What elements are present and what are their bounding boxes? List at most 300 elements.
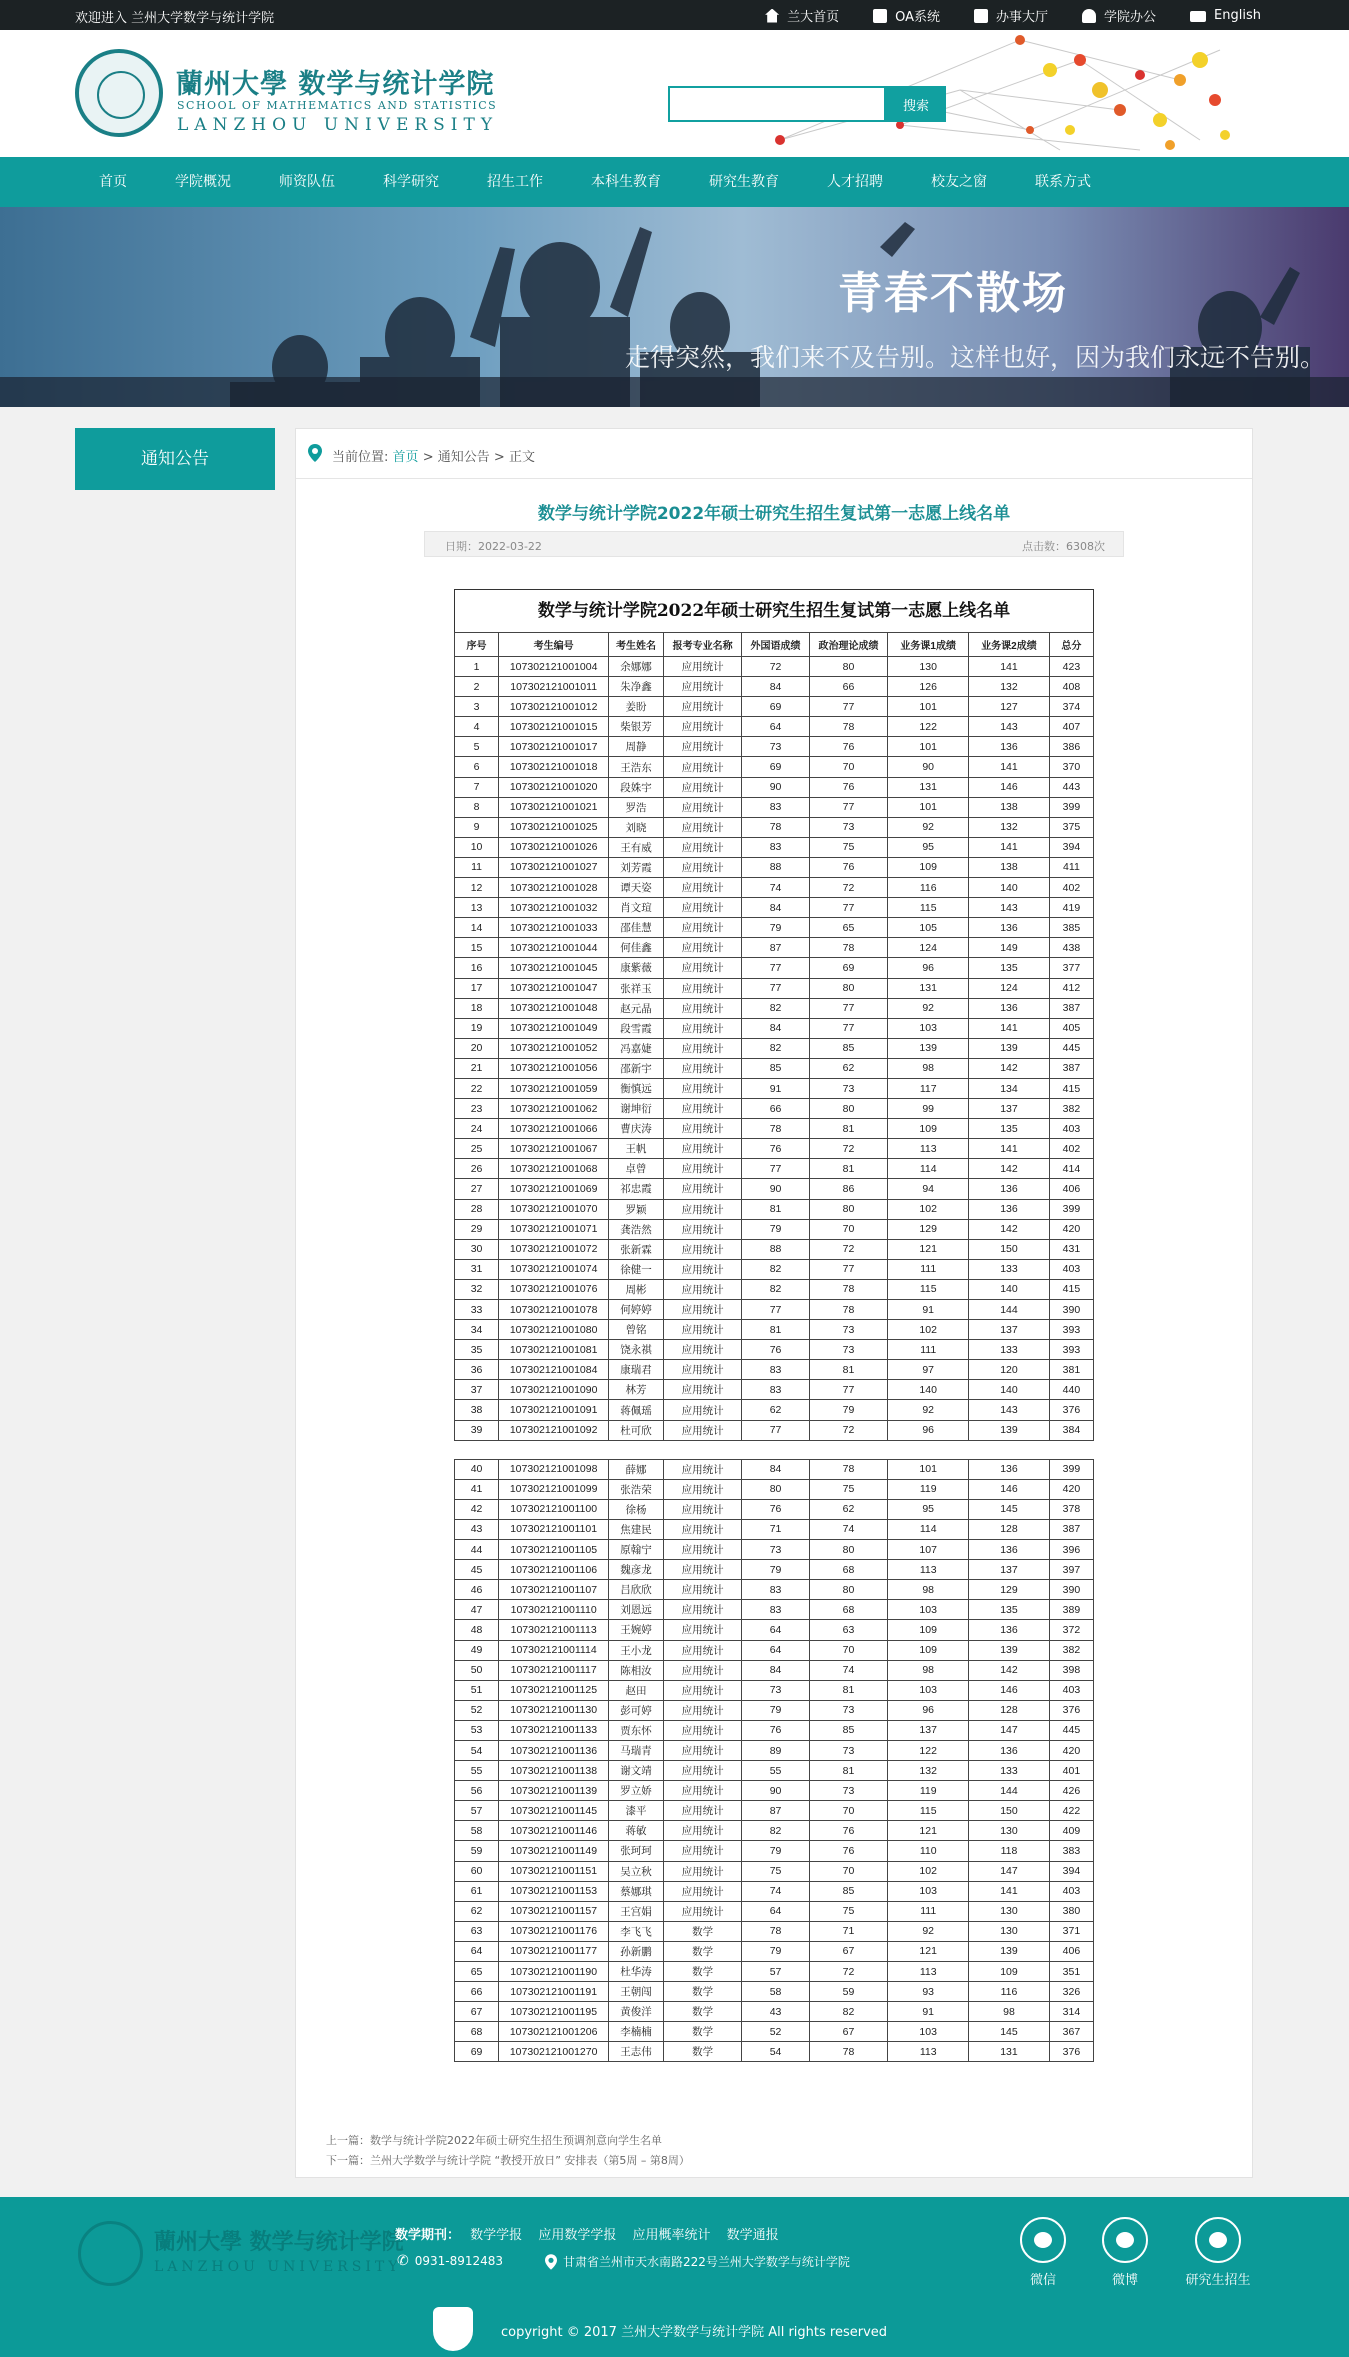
table-row (455, 1219, 1094, 1239)
table-cell: 107302121001074 (499, 1259, 609, 1279)
table-cell: 76 (809, 1841, 888, 1861)
table-cell: 68 (809, 1600, 888, 1620)
table-cell: 107302121001045 (499, 958, 609, 978)
table-row (455, 1881, 1094, 1901)
social-label: 研究生招生 (1185, 2273, 1251, 2288)
table-cell: 107302121001105 (499, 1540, 609, 1560)
table-cell: 370 (1049, 757, 1093, 777)
table-cell: 407 (1049, 717, 1093, 737)
table-cell: 7 (455, 777, 499, 797)
nav-item-undergraduate[interactable]: 本科生教育 (591, 174, 661, 190)
table-row (455, 1901, 1094, 1921)
footer-seal-logo (78, 2221, 143, 2286)
table-cell: 应用统计 (663, 717, 742, 737)
nav-item-recruitment[interactable]: 人才招聘 (827, 174, 883, 190)
table-cell: 107302121001149 (499, 1841, 609, 1861)
table-cell: 30 (455, 1239, 499, 1259)
table-column-header: 序号 (455, 633, 499, 657)
table-cell: 394 (1049, 837, 1093, 857)
table-cell: 98 (888, 1660, 969, 1680)
table-row (455, 1058, 1094, 1078)
table-cell: 114 (888, 1159, 969, 1179)
table-row (455, 1540, 1094, 1560)
table-cell: 378 (1049, 1499, 1093, 1519)
table-row (455, 1400, 1094, 1420)
table-cell: 83 (742, 1360, 809, 1380)
table-cell: 36 (455, 1360, 499, 1380)
table-cell: 64 (742, 717, 809, 737)
site-header (0, 30, 1349, 157)
table-cell: 107302121001015 (499, 717, 609, 737)
table-cell: 414 (1049, 1159, 1093, 1179)
journal-link[interactable]: 应用概率统计 (632, 2228, 711, 2243)
table-cell: 403 (1049, 1119, 1093, 1139)
table-cell: 138 (969, 797, 1050, 817)
phone-icon: ✆ (397, 2253, 409, 2269)
table-cell: 邵新宇 (609, 1058, 664, 1078)
table-cell: 62 (809, 1499, 888, 1519)
table-cell: 应用统计 (663, 938, 742, 958)
table-cell: 77 (742, 958, 809, 978)
table-cell: 409 (1049, 1821, 1093, 1841)
table-cell: 107302121001113 (499, 1620, 609, 1640)
table-cell: 376 (1049, 1400, 1093, 1420)
table-cell: 113 (888, 1139, 969, 1159)
table-cell: 107302121001151 (499, 1861, 609, 1881)
table-cell: 应用统计 (663, 958, 742, 978)
table-cell: 82 (809, 2002, 888, 2022)
table-cell: 应用统计 (663, 1841, 742, 1861)
table-cell: 55 (742, 1761, 809, 1781)
score-table-part-1 (454, 632, 1094, 1441)
table-cell: 111 (888, 1259, 969, 1279)
table-cell: 124 (969, 978, 1050, 998)
next-article-link[interactable]: 下一篇：兰州大学数学与统计学院 “教授开放日” 安排表（第5周 – 第8周） (326, 2154, 690, 2167)
top-link-home[interactable] (765, 6, 839, 25)
table-cell: 73 (809, 817, 888, 837)
table-cell: 52 (455, 1700, 499, 1720)
table-cell: 93 (888, 1982, 969, 2002)
table-cell: 74 (742, 1881, 809, 1901)
table-cell: 应用统计 (663, 1600, 742, 1620)
logo-chinese-name[interactable]: 蘭州大學 数学与统计学院 (176, 69, 495, 100)
table-cell: 73 (809, 1320, 888, 1340)
table-cell: 107302121001092 (499, 1420, 609, 1440)
table-cell: 107302121001062 (499, 1099, 609, 1119)
table-cell: 121 (888, 1821, 969, 1841)
table-cell: 109 (969, 1962, 1050, 1982)
table-row (455, 918, 1094, 938)
table-cell: 402 (1049, 878, 1093, 898)
top-link-label: OA系统 (895, 10, 941, 25)
table-cell: 应用统计 (663, 1821, 742, 1841)
table-cell: 数学 (663, 1982, 742, 2002)
table-cell: 107302121001177 (499, 1941, 609, 1961)
footer-logo-english: LANZHOU UNIVERSITY (154, 2259, 402, 2275)
table-cell: 74 (809, 1519, 888, 1539)
table-cell: 105 (888, 918, 969, 938)
table-cell: 76 (742, 1139, 809, 1159)
table-cell: 107302121001270 (499, 2042, 609, 2062)
table-cell: 107302121001018 (499, 757, 609, 777)
search-button[interactable]: 搜索 (886, 86, 946, 122)
table-row (455, 697, 1094, 717)
table-cell: 77 (742, 978, 809, 998)
table-cell: 何婷婷 (609, 1300, 664, 1320)
table-cell: 107302121001153 (499, 1881, 609, 1901)
table-cell: 57 (455, 1801, 499, 1821)
university-seal-logo[interactable] (75, 49, 163, 137)
top-link-service-hall[interactable] (974, 6, 1048, 25)
table-cell: 82 (742, 998, 809, 1018)
banner-title: 青春不散场 (838, 268, 1068, 319)
table-cell: 393 (1049, 1340, 1093, 1360)
breadcrumb-separator: > (422, 450, 434, 465)
table-column-header: 总分 (1049, 633, 1093, 657)
table-cell: 136 (969, 918, 1050, 938)
table-cell: 76 (809, 857, 888, 877)
table-row (455, 1099, 1094, 1119)
top-link-oa[interactable] (873, 6, 940, 25)
table-cell: 32 (455, 1279, 499, 1299)
table-cell: 应用统计 (663, 837, 742, 857)
table-cell: 143 (969, 1400, 1050, 1420)
table-cell: 王帆 (609, 1139, 664, 1159)
table-cell: 415 (1049, 1078, 1093, 1098)
table-cell: 64 (742, 1901, 809, 1921)
table-cell: 90 (742, 1781, 809, 1801)
table-cell: 79 (742, 1700, 809, 1720)
table-cell: 68 (809, 1560, 888, 1580)
table-row (455, 998, 1094, 1018)
table-row (455, 1038, 1094, 1058)
table-cell: 70 (809, 1861, 888, 1881)
table-cell: 谢坤衍 (609, 1099, 664, 1119)
top-bar (0, 0, 1349, 30)
table-cell: 79 (742, 1219, 809, 1239)
table-cell: 78 (742, 817, 809, 837)
table-cell: 饶永祺 (609, 1340, 664, 1360)
table-cell: 43 (455, 1519, 499, 1539)
table-cell: 107302121001026 (499, 837, 609, 857)
table-cell: 141 (969, 657, 1050, 677)
person-icon (1082, 9, 1096, 23)
nav-item-admission[interactable]: 招生工作 (487, 174, 543, 190)
breadcrumb-section[interactable]: 通知公告 (437, 450, 490, 465)
table-cell: 84 (742, 1459, 809, 1479)
table-cell: 73 (809, 1078, 888, 1098)
table-cell: 102 (888, 1320, 969, 1340)
table-cell: 25 (455, 1139, 499, 1159)
table-cell: 76 (742, 1340, 809, 1360)
table-cell: 135 (969, 1119, 1050, 1139)
table-cell: 张浩荣 (609, 1479, 664, 1499)
wechat-icon (1020, 2217, 1066, 2263)
table-cell: 140 (969, 878, 1050, 898)
main-nav (0, 157, 1349, 207)
table-cell: 79 (742, 918, 809, 938)
table-cell: 139 (888, 1038, 969, 1058)
table-cell: 137 (969, 1320, 1050, 1340)
article-view-count: 点击数：6308次 (1022, 540, 1105, 553)
table-cell: 107302121001049 (499, 1018, 609, 1038)
table-cell: 应用统计 (663, 1239, 742, 1259)
table-cell: 372 (1049, 1620, 1093, 1640)
search-input[interactable] (668, 86, 886, 122)
table-cell: 王浩东 (609, 757, 664, 777)
table-cell: 145 (969, 1499, 1050, 1519)
table-cell: 应用统计 (663, 1580, 742, 1600)
table-cell: 136 (969, 1740, 1050, 1760)
table-cell: 应用统计 (663, 1781, 742, 1801)
table-row (455, 1740, 1094, 1760)
table-cell: 28 (455, 1199, 499, 1219)
table-row (455, 1119, 1094, 1139)
table-cell: 130 (969, 1901, 1050, 1921)
table-row (455, 1640, 1094, 1660)
table-row (455, 1660, 1094, 1680)
table-cell: 66 (809, 677, 888, 697)
table-cell: 445 (1049, 1720, 1093, 1740)
table-cell: 46 (455, 1580, 499, 1600)
table-cell: 92 (888, 998, 969, 1018)
nav-item-research[interactable]: 科学研究 (383, 174, 439, 190)
table-cell: 420 (1049, 1219, 1093, 1239)
table-cell: 110 (888, 1841, 969, 1861)
table-cell: 411 (1049, 857, 1093, 877)
table-cell: 403 (1049, 1259, 1093, 1279)
nav-item-graduate[interactable]: 研究生教育 (709, 174, 779, 190)
table-cell: 117 (888, 1078, 969, 1098)
table-row (455, 737, 1094, 757)
top-link-english[interactable] (1190, 6, 1261, 25)
table-cell: 应用统计 (663, 878, 742, 898)
site-footer (0, 2197, 1349, 2357)
table-cell: 应用统计 (663, 1680, 742, 1700)
table-cell: 431 (1049, 1239, 1093, 1259)
table-cell: 朱净鑫 (609, 677, 664, 697)
nav-item-home[interactable]: 首页 (99, 174, 127, 190)
table-cell: 107302121001021 (499, 797, 609, 817)
prev-article-link[interactable]: 上一篇：数学与统计学院2022年硕士研究生招生预调剂意向学生名单 (326, 2134, 662, 2147)
table-cell: 103 (888, 1018, 969, 1038)
table-cell: 应用统计 (663, 1320, 742, 1340)
table-cell: 74 (809, 1660, 888, 1680)
table-cell: 76 (742, 1720, 809, 1740)
top-link-label: 办事大厅 (996, 10, 1049, 25)
table-cell: 应用统计 (663, 697, 742, 717)
table-cell: 应用统计 (663, 1560, 742, 1580)
table-cell: 5 (455, 737, 499, 757)
table-cell: 396 (1049, 1540, 1093, 1560)
table-cell: 107302121001071 (499, 1219, 609, 1239)
table-row (455, 1519, 1094, 1539)
table-cell: 11 (455, 857, 499, 877)
table-cell: 34 (455, 1320, 499, 1340)
table-row (455, 2022, 1094, 2042)
table-cell: 141 (969, 1018, 1050, 1038)
table-cell: 107302121001069 (499, 1179, 609, 1199)
table-row (455, 1239, 1094, 1259)
table-row (455, 2002, 1094, 2022)
table-cell: 王婉婷 (609, 1620, 664, 1640)
government-badge-icon[interactable] (433, 2307, 473, 2351)
social-graduate-admission[interactable] (1182, 2217, 1254, 2288)
table-cell: 罗立娇 (609, 1781, 664, 1801)
table-cell: 82 (742, 1279, 809, 1299)
table-cell: 谭天姿 (609, 878, 664, 898)
table-cell: 390 (1049, 1300, 1093, 1320)
table-cell: 75 (742, 1861, 809, 1881)
table-cell: 101 (888, 737, 969, 757)
top-link-label: 兰大首页 (787, 10, 840, 25)
table-cell: 应用统计 (663, 1479, 742, 1499)
address-text: 甘肃省兰州市天水南路222号兰州大学数学与统计学院 (563, 2255, 850, 2269)
table-cell: 130 (969, 1921, 1050, 1941)
journal-link[interactable]: 数学通报 (726, 2228, 779, 2243)
table-cell: 余娜娜 (609, 657, 664, 677)
table-cell: 377 (1049, 958, 1093, 978)
table-cell: 144 (969, 1781, 1050, 1801)
score-table-image (454, 589, 1094, 2062)
table-cell: 397 (1049, 1560, 1093, 1580)
table-cell: 438 (1049, 938, 1093, 958)
table-cell: 43 (742, 2002, 809, 2022)
table-cell: 387 (1049, 1519, 1093, 1539)
table-cell: 107302121001078 (499, 1300, 609, 1320)
journal-link[interactable]: 数学学报 (470, 2228, 523, 2243)
journal-link[interactable]: 应用数学学报 (538, 2228, 617, 2243)
table-cell: 141 (969, 1881, 1050, 1901)
table-cell: 80 (742, 1479, 809, 1499)
table-cell: 李飞飞 (609, 1921, 664, 1941)
table-cell: 应用统计 (663, 1901, 742, 1921)
nav-item-alumni[interactable]: 校友之窗 (931, 174, 987, 190)
logo-english-university: LANZHOU UNIVERSITY (177, 115, 499, 135)
nav-item-faculty[interactable]: 师资队伍 (279, 174, 335, 190)
table-cell: 应用统计 (663, 1078, 742, 1098)
table-cell: 143 (969, 898, 1050, 918)
table-cell: 张新霖 (609, 1239, 664, 1259)
table-cell: 77 (809, 898, 888, 918)
table-row (455, 978, 1094, 998)
copyright-text: copyright © 2017 兰州大学数学与统计学院 All rights reserved (501, 2325, 888, 2340)
table-cell: 83 (742, 1600, 809, 1620)
table-cell: 79 (742, 1560, 809, 1580)
table-cell: 应用统计 (663, 1861, 742, 1881)
table-cell: 曹庆涛 (609, 1119, 664, 1139)
table-cell: 420 (1049, 1479, 1093, 1499)
social-weibo[interactable] (1100, 2217, 1150, 2288)
table-cell: 136 (969, 1540, 1050, 1560)
table-cell: 李楠楠 (609, 2022, 664, 2042)
table-cell: 49 (455, 1640, 499, 1660)
table-row (455, 1139, 1094, 1159)
table-cell: 326 (1049, 1982, 1093, 2002)
table-cell: 137 (969, 1099, 1050, 1119)
table-cell: 139 (969, 1038, 1050, 1058)
table-cell: 魏彦龙 (609, 1560, 664, 1580)
table-cell: 刘晓 (609, 817, 664, 837)
table-row (455, 1761, 1094, 1781)
table-cell: 128 (969, 1700, 1050, 1720)
nav-item-contact[interactable]: 联系方式 (1035, 174, 1091, 190)
table-cell: 406 (1049, 1179, 1093, 1199)
table-cell: 142 (969, 1058, 1050, 1078)
table-cell: 387 (1049, 1058, 1093, 1078)
table-row (455, 938, 1094, 958)
table-cell: 83 (742, 797, 809, 817)
table-cell: 58 (455, 1821, 499, 1841)
table-row (455, 797, 1094, 817)
weibo-icon (1102, 2217, 1148, 2263)
sidebar-title[interactable]: 通知公告 (75, 428, 275, 490)
table-cell: 马瑞青 (609, 1740, 664, 1760)
breadcrumb-separator: > (493, 450, 505, 465)
table-cell: 58 (742, 1982, 809, 2002)
table-cell: 113 (888, 1962, 969, 1982)
nav-item-about[interactable]: 学院概况 (175, 174, 231, 190)
table-cell: 73 (809, 1781, 888, 1801)
table-cell: 137 (888, 1720, 969, 1740)
footer-logo-chinese: 蘭州大學 数学与统计学院 (154, 2229, 404, 2255)
breadcrumb-home-link[interactable]: 首页 (392, 450, 419, 465)
table-column-header: 考生编号 (499, 633, 609, 657)
table-cell: 107302121001080 (499, 1320, 609, 1340)
table-cell: 应用统计 (663, 1300, 742, 1320)
table-cell: 107302121001157 (499, 1901, 609, 1921)
social-wechat[interactable] (1018, 2217, 1068, 2288)
table-cell: 应用统计 (663, 1179, 742, 1199)
table-cell: 85 (742, 1058, 809, 1078)
table-cell: 29 (455, 1219, 499, 1239)
table-cell: 129 (969, 1580, 1050, 1600)
table-cell: 数学 (663, 1921, 742, 1941)
table-cell: 62 (809, 1058, 888, 1078)
footer-social-links (1018, 2217, 1254, 2288)
table-cell: 38 (455, 1400, 499, 1420)
table-cell: 440 (1049, 1380, 1093, 1400)
table-cell: 应用统计 (663, 1380, 742, 1400)
table-cell: 111 (888, 1340, 969, 1360)
table-row (455, 1018, 1094, 1038)
table-cell: 136 (969, 737, 1050, 757)
table-cell: 康瑞君 (609, 1360, 664, 1380)
table-cell: 段姝宇 (609, 777, 664, 797)
table-column-header: 政治理论成绩 (809, 633, 888, 657)
table-cell: 118 (969, 1841, 1050, 1861)
table-cell: 彭可婷 (609, 1700, 664, 1720)
table-cell: 128 (969, 1519, 1050, 1539)
top-link-office[interactable] (1082, 6, 1156, 25)
table-cell: 95 (888, 1499, 969, 1519)
table-cell: 应用统计 (663, 1139, 742, 1159)
table-cell: 130 (969, 1821, 1050, 1841)
table-cell: 150 (969, 1801, 1050, 1821)
table-row (455, 1781, 1094, 1801)
table-cell: 131 (969, 2042, 1050, 2062)
table-cell: 314 (1049, 2002, 1093, 2022)
table-cell: 84 (742, 677, 809, 697)
table-row (455, 1179, 1094, 1199)
table-cell: 应用统计 (663, 978, 742, 998)
table-cell: 陈相汝 (609, 1660, 664, 1680)
table-row (455, 1941, 1094, 1961)
table-cell: 116 (969, 1982, 1050, 2002)
top-link-label: English (1214, 8, 1261, 23)
table-cell: 应用统计 (663, 1740, 742, 1760)
table-row (455, 878, 1094, 898)
